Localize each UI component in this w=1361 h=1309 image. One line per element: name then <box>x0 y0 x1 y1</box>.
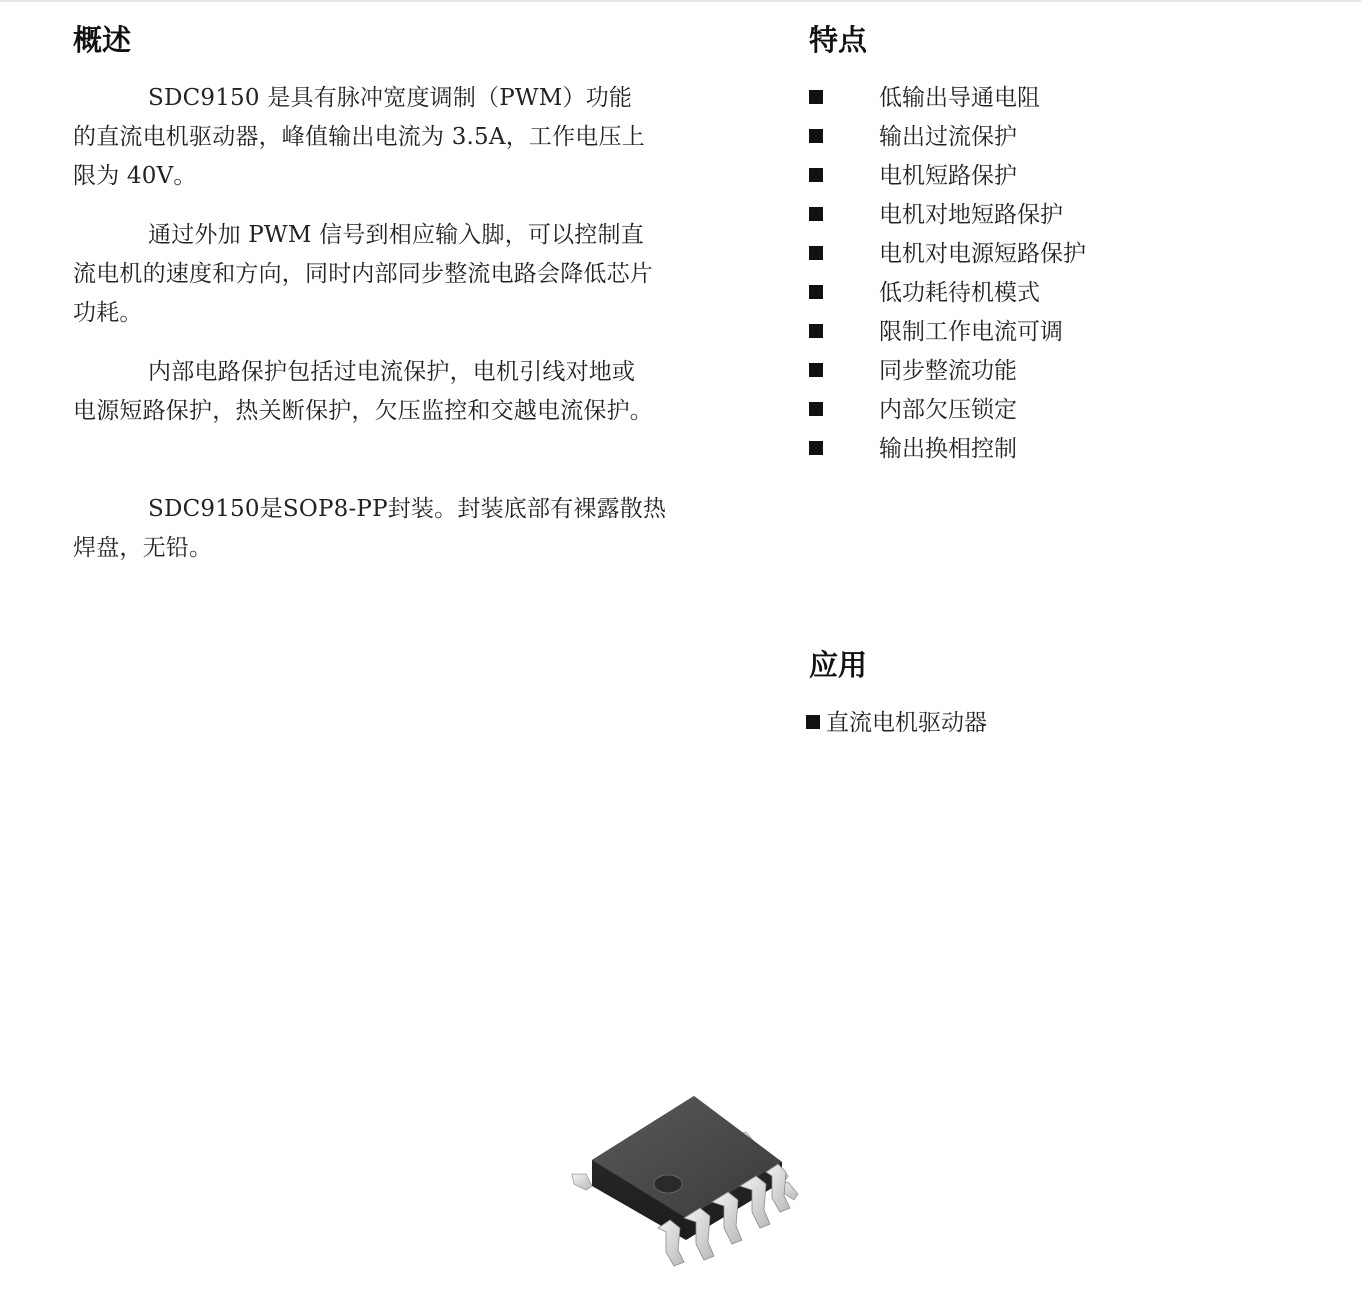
feature-item <box>809 157 1017 196</box>
square-bullet-icon <box>809 129 823 143</box>
features-list <box>809 79 1086 469</box>
sop8-chip-icon <box>568 1090 808 1270</box>
application-text: 直流电机驱动器 <box>826 710 987 736</box>
square-bullet-icon <box>809 168 823 182</box>
overview-paragraph: SDC9150是SOP8-PP封装。封装底部有裸露散热焊盘，无铅。 <box>73 496 667 561</box>
feature-text: 输出换相控制 <box>879 436 1017 462</box>
square-bullet-icon <box>809 441 823 455</box>
feature-item <box>809 274 1040 313</box>
feature-text: 电机短路保护 <box>879 163 1017 189</box>
application-item <box>806 704 987 743</box>
overview-paragraph: 通过外加 PWM 信号到相应输入脚，可以控制直流电机的速度和方向，同时内部同步整流电路会降低芯片功耗。 <box>73 222 653 326</box>
feature-item <box>809 352 1017 391</box>
square-bullet-icon <box>809 402 823 416</box>
feature-item <box>809 79 1040 118</box>
square-bullet-icon <box>809 246 823 260</box>
feature-text: 电机对电源短路保护 <box>879 241 1086 267</box>
top-divider <box>0 0 1361 2</box>
feature-item <box>809 196 1063 235</box>
feature-item <box>809 391 1017 430</box>
feature-text: 同步整流功能 <box>879 358 1017 384</box>
feature-text: 限制工作电流可调 <box>879 319 1063 345</box>
square-bullet-icon <box>809 363 823 377</box>
square-bullet-icon <box>809 285 823 299</box>
feature-text: 输出过流保护 <box>879 124 1017 150</box>
feature-item <box>809 430 1017 469</box>
features-heading: 特点 <box>809 23 868 57</box>
feature-text: 电机对地短路保护 <box>879 202 1063 228</box>
feature-text: 低功耗待机模式 <box>879 280 1040 306</box>
feature-item <box>809 313 1063 352</box>
sop8-chip-image <box>568 1090 808 1270</box>
overview-paragraph: SDC9150 是具有脉冲宽度调制（PWM）功能的直流电机驱动器，峰值输出电流为 3.5A，工作电压上限为 40V。 <box>73 85 645 189</box>
square-bullet-icon <box>806 715 820 729</box>
overview-heading: 概述 <box>73 23 132 57</box>
feature-item <box>809 235 1086 274</box>
overview-paragraph: 内部电路保护包括过电流保护，电机引线对地或电源短路保护，热关断保护，欠压监控和交越电流保护。 <box>73 359 653 424</box>
square-bullet-icon <box>809 324 823 338</box>
feature-item <box>809 118 1017 157</box>
feature-text: 内部欠压锁定 <box>879 397 1017 423</box>
feature-text: 低输出导通电阻 <box>879 85 1040 111</box>
square-bullet-icon <box>809 90 823 104</box>
applications-heading: 应用 <box>809 648 868 682</box>
square-bullet-icon <box>809 207 823 221</box>
